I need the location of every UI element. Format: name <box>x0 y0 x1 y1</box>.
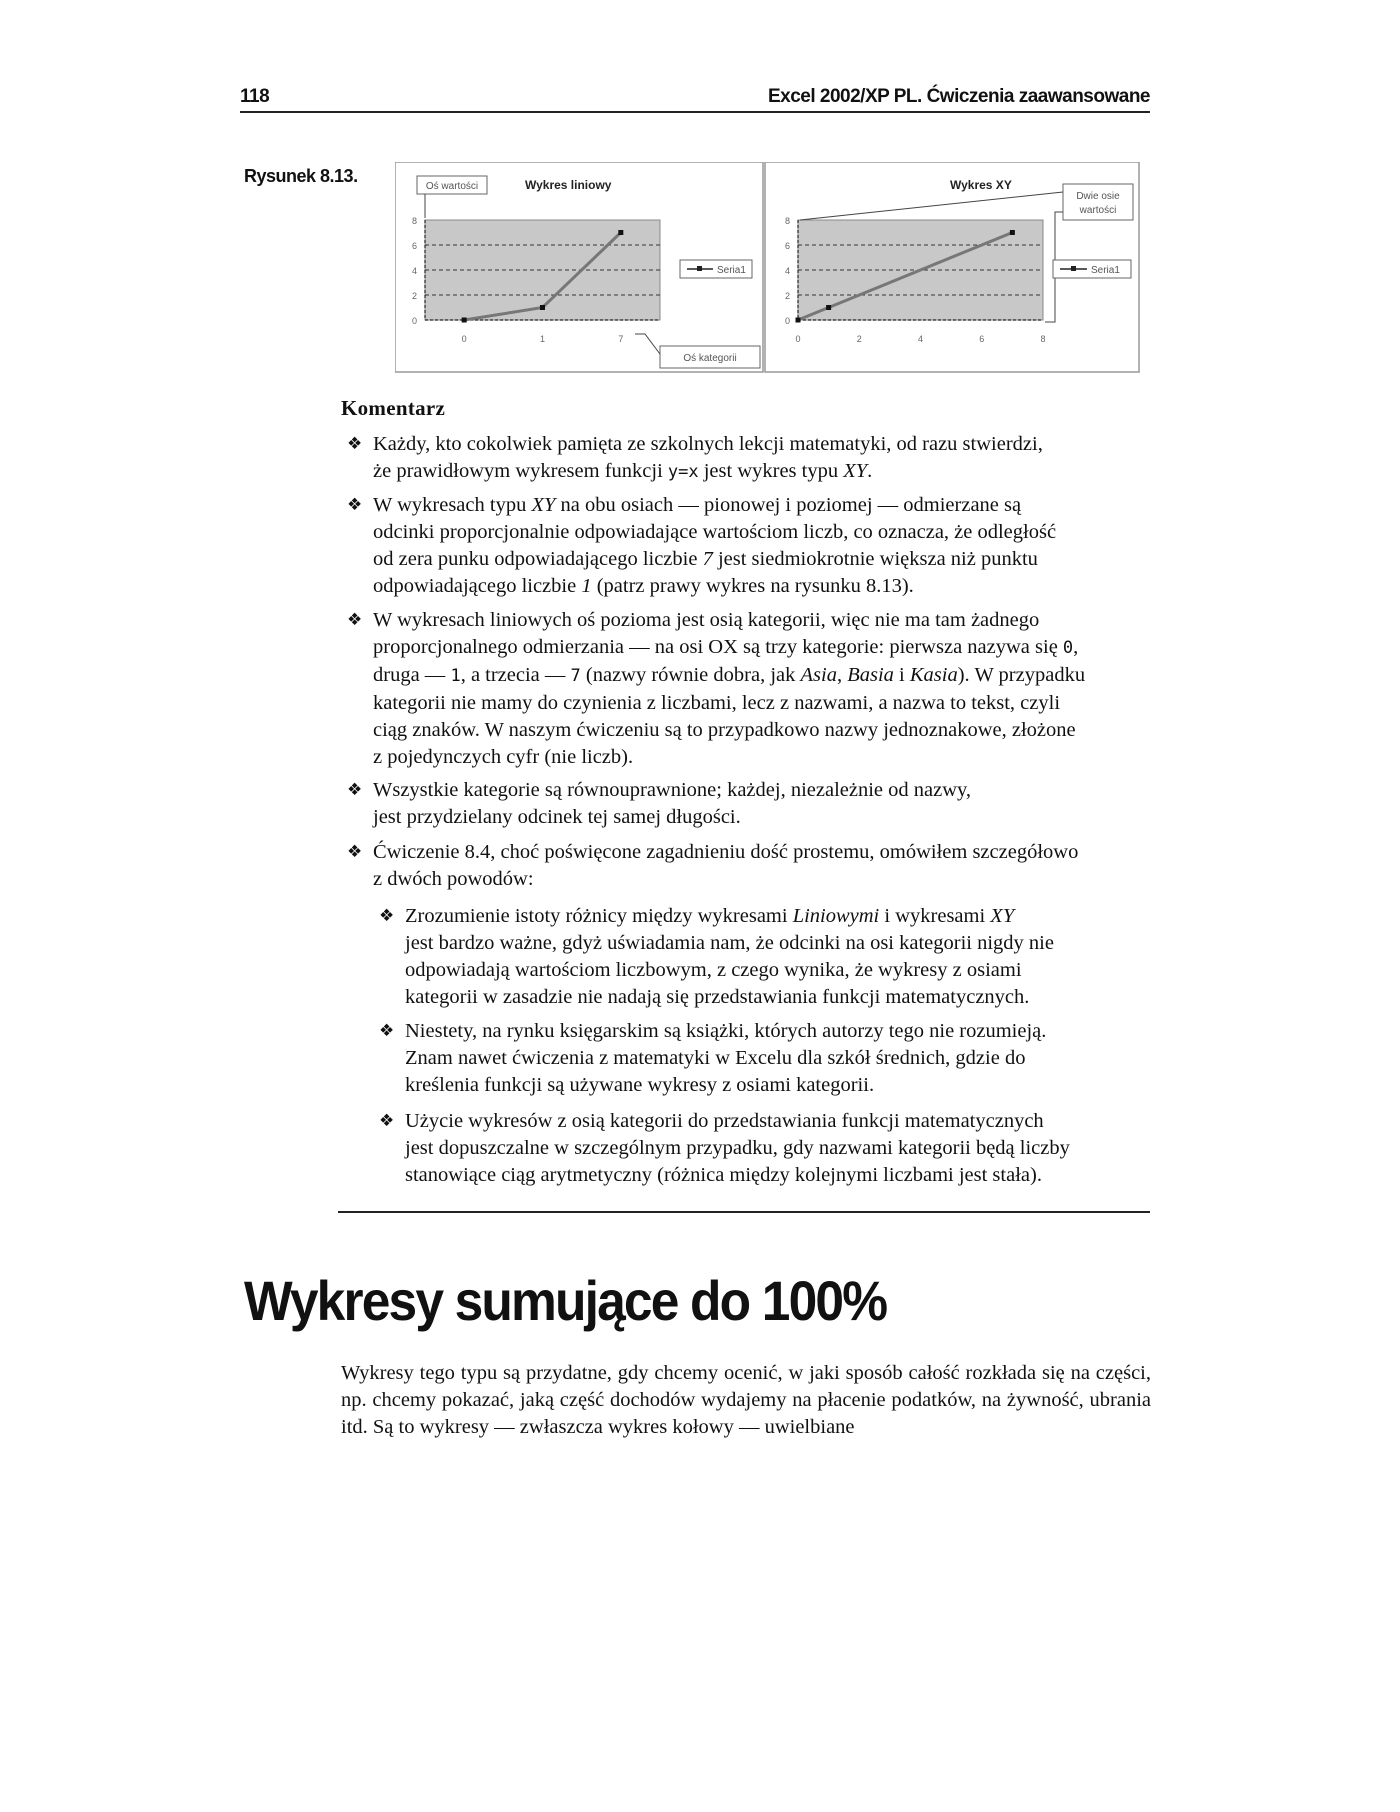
comment-heading: Komentarz <box>341 396 446 420</box>
text-line: kreślenia funkcji są używane wykresy z osiami kategorii. <box>405 1074 875 1096</box>
text-line: jest bardzo ważne, gdyż uświadamia nam, że odcinki na osi kategorii nigdy nie <box>405 932 1054 954</box>
y-tick-label: 8 <box>784 216 790 226</box>
text-line: jest przydzielany odcinek tej samej długości. <box>373 806 741 828</box>
x-tick-label: 6 <box>979 334 985 344</box>
y-tick-label: 4 <box>411 266 417 276</box>
text-line: kategorii nie mamy do czynienia z liczbami, lecz z nazwami, a nazwa to tekst, czyli <box>373 692 1061 714</box>
text-line: odpowiadającego liczbie 1 (patrz prawy wykres na rysunku 8.13). <box>373 575 914 597</box>
text-line: ciąg znaków. W naszym ćwiczeniu są to przypadkowo nazwy jednoznakowe, złożone <box>373 719 1076 741</box>
x-tick-label: 8 <box>1040 334 1046 344</box>
x-tick-label: 7 <box>618 334 624 344</box>
text-line: odpowiadają wartościom liczbowym, z czego wynika, że wykresy z osiami <box>405 959 1022 981</box>
text-line: Każdy, kto cokolwiek pamięta ze szkolnych lekcji matematyki, od razu stwierdzi, <box>373 433 1043 455</box>
data-point <box>826 305 831 310</box>
text-line: druga — 1, a trzecia — 7 (nazwy równie dobra, jak Asia, Basia i Kasia). W przypadku <box>373 664 1086 686</box>
x-tick-label: 0 <box>795 334 801 344</box>
data-point <box>796 318 801 323</box>
text-line: kategorii w zasadzie nie nadają się przedstawiania funkcji matematycznych. <box>405 986 1030 1008</box>
section-intro-paragraph: Wykresy tego typu są przydatne, gdy chcemy ocenić, w jaki sposób całość rozkłada się na części, np. chcemy pokazać, jaką część dochodów wydajemy na płacenie podatków, na żywność, ubrania itd. Są to wykresy — zwłaszcza wykres kołowy — uwielbiane <box>341 1362 1151 1438</box>
text-line: jest dopuszczalne w szczególnym przypadku, gdy nazwami kategorii będą liczby <box>405 1137 1070 1159</box>
text-line: Znam nawet ćwiczenia z matematyki w Excelu dla szkół średnich, gdzie do <box>405 1047 1026 1069</box>
italic-term: XY <box>843 460 868 482</box>
text-line: proporcjonalnego odmierzania — na osi OX są trzy kategorie: pierwsza nazywa się 0, <box>373 636 1079 658</box>
text-line: odcinki proporcjonalnie odpowiadające wartościom liczb, co oznacza, że odległość <box>373 521 1057 543</box>
diamond-bullet-icon: ❖ <box>379 1021 395 1041</box>
figure-8-13 <box>395 162 1140 374</box>
text-line: od zera punku odpowiadającego liczbie 7 jest siedmiokrotnie większa niż punktu <box>373 548 1038 570</box>
right-legend-label: Seria1 <box>1091 265 1120 276</box>
axes-callout-line2: wartości <box>1079 205 1117 216</box>
axes-callout-line1: Dwie osie <box>1076 191 1120 202</box>
value-axis-callout: Oś wartości <box>425 181 479 192</box>
y-tick-label: 8 <box>411 216 417 226</box>
right-chart-title: Wykres XY <box>950 178 1012 192</box>
text-line: stanowiące ciąg arytmetyczny (różnica między kolejnymi liczbami jest stała). <box>405 1164 1042 1186</box>
text-line: że prawidłowym wykresem funkcji y=x jest wykres typu XY. <box>373 460 873 482</box>
left-chart-title: Wykres liniowy <box>525 178 612 192</box>
text-line: Wszystkie kategorie są równouprawnione; każdej, niezależnie od nazwy, <box>373 779 972 801</box>
x-tick-label: 0 <box>461 334 467 344</box>
left-chart <box>395 162 763 372</box>
diamond-bullet-icon: ❖ <box>347 434 363 454</box>
text-line: z pojedynczych cyfr (nie liczb). <box>373 746 634 768</box>
diamond-bullet-icon: ❖ <box>379 906 395 926</box>
text-line: z dwóch powodów: <box>373 868 534 890</box>
header-rule <box>240 111 1150 113</box>
diamond-bullet-icon: ❖ <box>347 610 363 630</box>
y-tick-label: 6 <box>784 241 790 251</box>
y-tick-label: 0 <box>411 316 417 326</box>
diamond-bullet-icon: ❖ <box>347 495 363 515</box>
data-point <box>462 318 467 323</box>
running-title: Excel 2002/XP PL. Ćwiczenia zaawansowane <box>767 86 1150 107</box>
right-chart <box>765 162 1139 372</box>
left-legend-marker <box>697 266 702 271</box>
y-tick-label: 0 <box>784 316 790 326</box>
category-axis-callout: Oś kategorii <box>683 353 737 364</box>
y-tick-label: 6 <box>411 241 417 251</box>
y-tick-label: 2 <box>411 291 417 301</box>
x-tick-label: 2 <box>856 334 862 344</box>
diamond-bullet-icon: ❖ <box>347 780 363 800</box>
section-title: Wykresy sumujące do 100% <box>244 1269 887 1332</box>
diamond-bullet-icon: ❖ <box>347 842 363 862</box>
y-tick-label: 4 <box>784 266 790 276</box>
right-legend-marker <box>1071 266 1076 271</box>
figure-label: Rysunek 8.13. <box>244 166 358 186</box>
data-point <box>1010 230 1015 235</box>
inline-code: y=x <box>667 462 699 482</box>
text-line: Użycie wykresów z osią kategorii do przedstawiania funkcji matematycznych <box>405 1110 1044 1132</box>
diamond-bullet-icon: ❖ <box>379 1111 395 1131</box>
left-legend-label: Seria1 <box>717 265 746 276</box>
comment-end-rule <box>338 1211 1150 1213</box>
text-line: Ćwiczenie 8.4, choć poświęcone zagadnieniu dość prostemu, omówiłem szczegółowo <box>373 841 1079 863</box>
text-line: W wykresach liniowych oś pozioma jest osią kategorii, więc nie ma tam żadnego <box>373 609 1040 631</box>
text-line: W wykresach typu XY na obu osiach — pionowej i poziomej — odmierzane są <box>373 494 1022 516</box>
y-tick-label: 2 <box>784 291 790 301</box>
page-number: 118 <box>240 86 270 107</box>
data-point <box>540 305 545 310</box>
text-line: Niestety, na rynku księgarskim są książki, których autorzy tego nie rozumieją. <box>405 1020 1047 1042</box>
text-line: Zrozumienie istoty różnicy między wykresami Liniowymi i wykresami XY <box>405 905 1015 927</box>
x-tick-label: 4 <box>917 334 924 344</box>
data-point <box>618 230 623 235</box>
x-tick-label: 1 <box>539 334 546 344</box>
